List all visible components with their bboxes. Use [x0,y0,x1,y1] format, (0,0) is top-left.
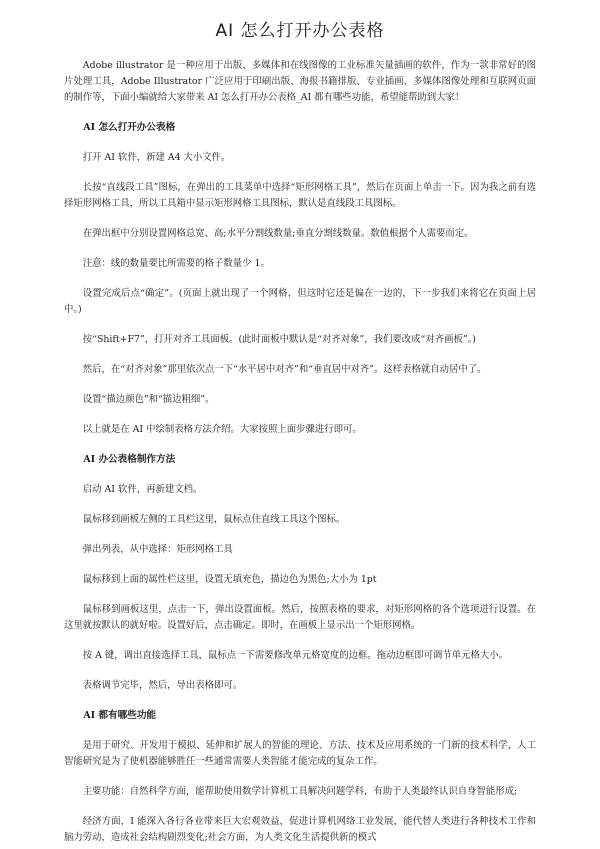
paragraph: 设置完成后点“确定”。(页面上就出现了一个网格，但这时它还是偏在一边的，下一步我们来将它在页面上居中。) [64,288,536,315]
paragraph: 鼠标移到画板这里，点击一下，弹出设置面板。然后，按照表格的要求，对矩形网格的各个选项进行设置。在这里就按默认的就好啦。设置好后，点击确定。即时，在画板上显示出一个矩形网格。 [64,604,536,631]
section-open-table [64,120,536,438]
paragraph: 长按“直线段工具”图标，在弹出的工具菜单中选择“矩形网格工具”，然后在页面上单击一下。因为我之前有选择矩形网格工具，所以工具箱中显示矩形网格工具图标，默认是直线段工具图标。 [64,182,536,209]
paragraph: 以上就是在 AI 中绘制表格方法介绍。大家按照上面步骤进行即可。 [82,424,362,435]
paragraph: 然后，在“对齐对象”那里依次点一下“水平居中对齐”和“垂直居中对齐”。这样表格就自动居中了。 [82,364,487,375]
paragraph: 设置“描边颜色”和“描边粗细”。 [82,394,215,405]
paragraph: 表格调节完毕，然后，导出表格即可。 [82,680,243,691]
section-heading: AI 办公表格制作方法 [83,454,176,465]
paragraph: 打开 AI 软件，新建 A4 大小文件。 [82,152,231,163]
section-table-method [64,452,536,694]
paragraph: 鼠标移到上面的属性栏这里，设置无填充色，描边色为黑色;大小为 1pt [82,574,377,585]
page-title: AI 怎么打开办公表格 [215,21,385,41]
paragraph: 按“Shift+F7”，打开对齐工具面板。(此时面板中默认是“对齐对象”，我们要改成“对齐画板”。) [82,334,476,345]
paragraph: 按 A 键，调出直接选择工具，鼠标点一下需要修改单元格宽度的边框。拖动边框即可调节单元格大小。 [82,650,509,661]
paragraph: 在弹出框中分别设置网格总宽、高;水平分割线数量;垂直分割线数量。数值根据个人需要而定。 [82,228,474,239]
section-heading: AI 怎么打开办公表格 [83,122,176,133]
paragraph: 注意：线的数量要比所需要的格子数量少 1。 [82,258,270,269]
section-ai-features [64,708,536,846]
paragraph: 是用于研究、开发用于模拟、延伸和扩展人的智能的理论、方法、技术及应用系统的一门新的技术科学，人工智能研究是为了使机器能够胜任一些通常需要人类智能才能完成的复杂工作。 [64,740,536,767]
paragraph: 主要功能：自然科学方面，能帮助使用数学计算机工具解决问题学科，有助于人类最终认识自身智能形成; [82,786,518,797]
intro-paragraph: Adobe illustrator 是一种应用于出版、多媒体和在线图像的工业标准矢量插画的软件，作为一款非常好的图片处理工具，Adobe Illustrator 广泛应用于印刷出版、海报书籍排版、专业插画、多媒体图像处理和互联网页面的制作等，下面小编就给大家带来 AI 怎么打开办公表格_AI 都有哪些功能，希望能帮助到大家！ [64,60,536,103]
paragraph: 经济方面，I 能深入各行各业带来巨大宏观效益，促进计算机网络工业发展，能代替人类进行各种技术工作和脑力劳动，造成社会结构剧烈变化;社会方面，为人类文化生活提供新的模式 [64,816,536,843]
paragraph: 鼠标移到画板左侧的工具栏这里，鼠标点住直线工具这个图标。 [82,514,346,525]
paragraph: 启动 AI 软件，再新建文档。 [82,484,203,495]
section-heading: AI 都有哪些功能 [83,710,157,721]
paragraph: 弹出列表，从中选择：矩形网格工具 [82,544,233,555]
